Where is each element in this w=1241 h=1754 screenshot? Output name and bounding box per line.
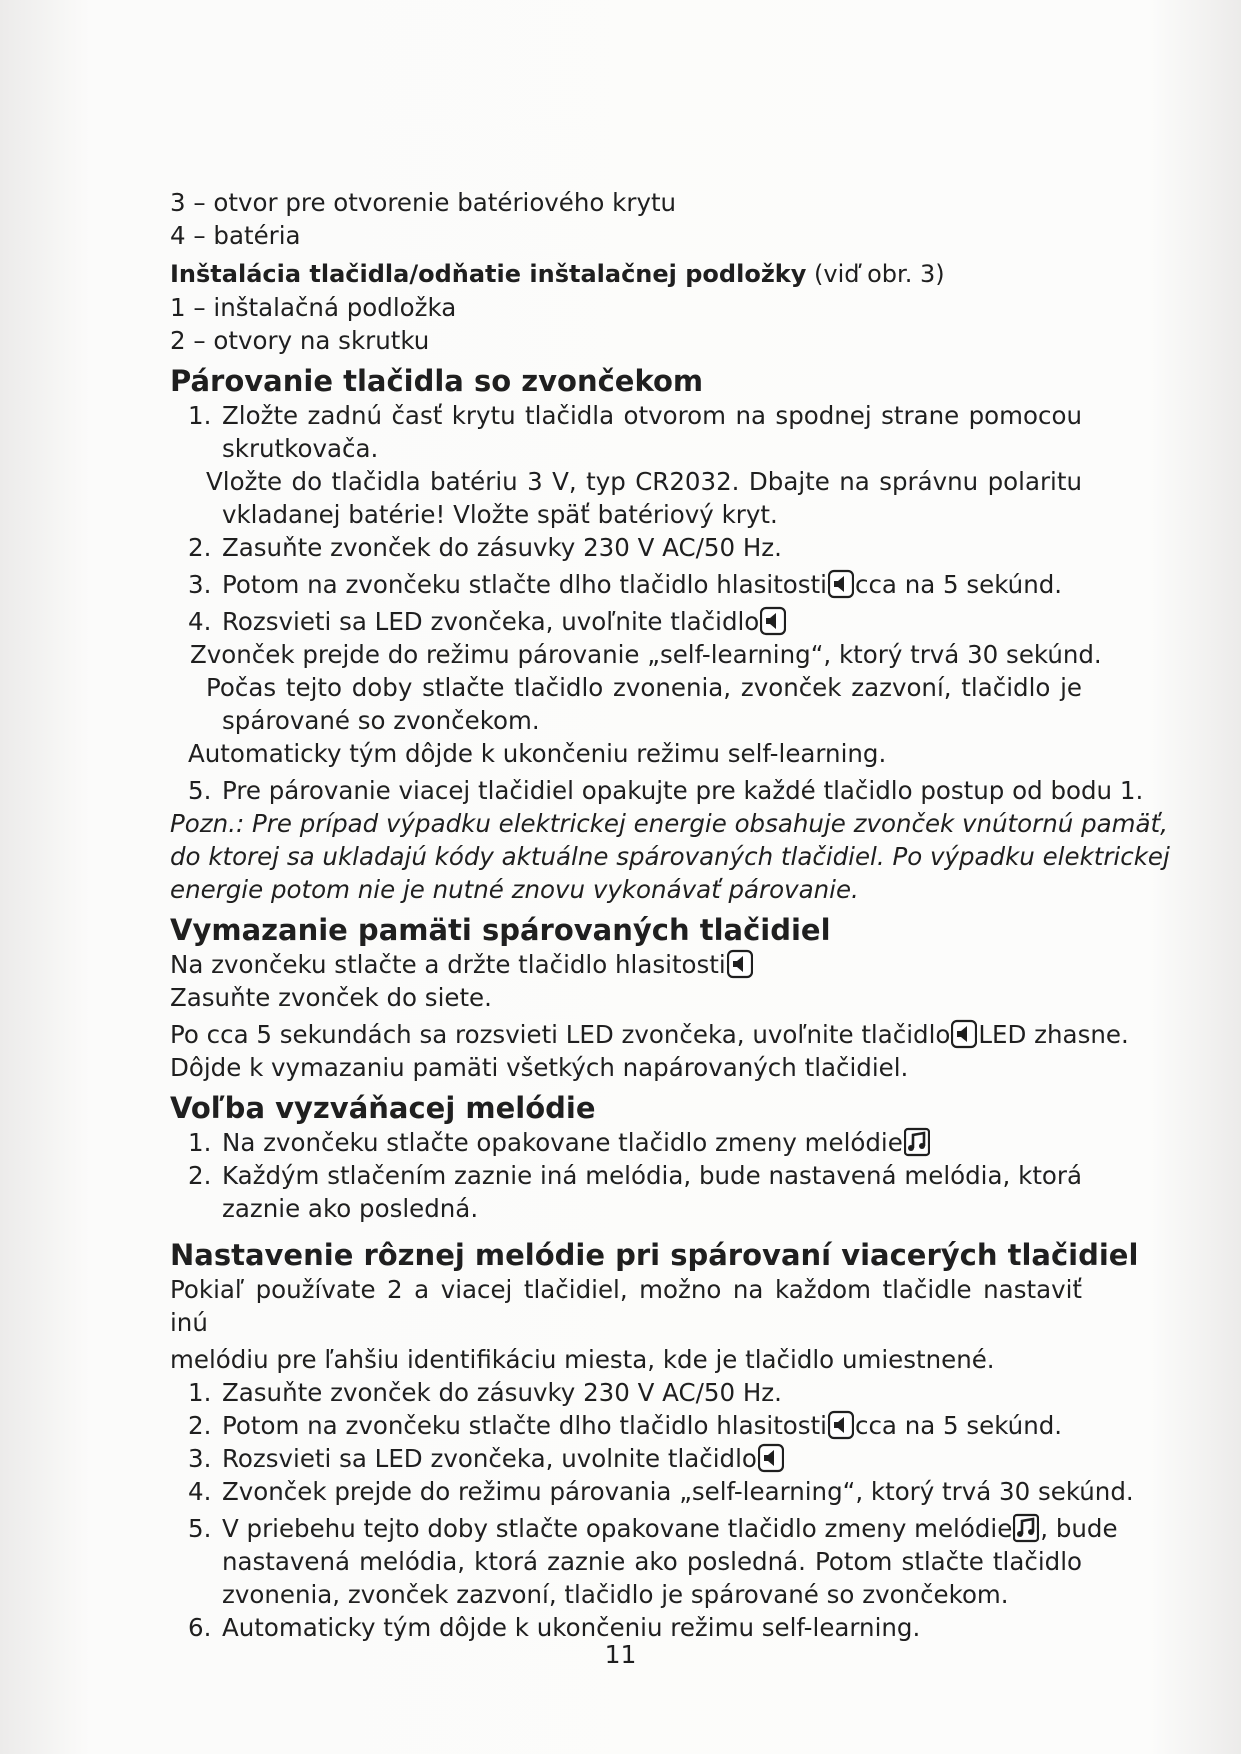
step-number: 5.: [188, 776, 212, 805]
step-text: nastavená melódia, ktorá zaznie ako posledná. Potom stlačte tlačidlo: [222, 1547, 1082, 1576]
step-text: Rozsvieti sa LED zvončeka, uvolnite tlačidlo: [222, 1444, 757, 1473]
section-title-multi: Nastavenie rôznej melódie pri spárovaní viacerých tlačidiel: [170, 1238, 1139, 1272]
step-text: Zložte zadnú časť krytu tlačidla otvorom na spodnej strane pomocou: [222, 401, 1082, 430]
erase-text-line: Po cca 5 sekundách sa rozsvieti LED zvončeka, uvoľnite tlačidlo: [170, 1020, 951, 1049]
pairing-step-4: [170, 605, 1082, 638]
step-number: 2.: [188, 1411, 212, 1440]
step-text: , bude: [1040, 1514, 1118, 1543]
installation-heading: [170, 258, 1082, 291]
list-item: 2 – otvory na skrutku: [170, 326, 430, 355]
battery-text: Vložte do tlačidla batériu 3 V, typ CR2032. Dbajte na správnu polaritu: [206, 467, 1082, 496]
step-text: cca na 5 sekúnd.: [854, 570, 1063, 599]
page-content: [170, 186, 1170, 1644]
list-item: 3 – otvor pre otvorenie batériového krytu: [170, 188, 677, 217]
step-text: Potom na zvončeku stlačte dlho tlačidlo hlasitosti: [222, 1411, 827, 1440]
volume-button-icon: [828, 1410, 854, 1440]
section-title-pairing: Párovanie tlačidla so zvončekom: [170, 364, 704, 398]
pairing-step-3: [170, 568, 1082, 601]
multi-step-5: [170, 1512, 1118, 1545]
step-text: Potom na zvončeku stlačte dlho tlačidlo hlasitosti: [222, 570, 827, 599]
step-text: zaznie ako posledná.: [222, 1194, 479, 1223]
step-text: Na zvončeku stlačte opakovane tlačidlo zmeny melódie: [222, 1128, 903, 1157]
melody-step-2: [170, 1159, 1082, 1192]
step-text: V priebehu tejto doby stlačte opakovane tlačidlo zmeny melódie: [222, 1514, 1013, 1543]
multi-intro: melódiu pre ľahšiu identifikáciu miesta, kde je tlačidlo umiestnené.: [170, 1345, 995, 1374]
step-text: Rozsvieti sa LED zvončeka, uvoľnite tlačidlo: [222, 607, 760, 636]
step-number: 4.: [188, 607, 212, 636]
step-number: 2.: [188, 1161, 212, 1190]
step-number: 5.: [188, 1514, 212, 1543]
pairing-step-1: [170, 399, 1082, 432]
list-item: 1 – inštalačná podložka: [170, 293, 457, 322]
melody-button-icon: [904, 1127, 930, 1157]
step-text: skrutkovača.: [222, 434, 379, 463]
multi-intro: Pokiaľ používate 2 a viacej tlačidiel, možno na každom tlačidle nastaviť inú: [170, 1275, 1082, 1337]
step-number: 1.: [188, 401, 212, 430]
step-number: 2.: [188, 533, 212, 562]
page-number: 11: [604, 1640, 637, 1669]
step-number: 3.: [188, 1444, 212, 1473]
volume-button-icon: [727, 949, 753, 979]
installation-heading-bold: Inštalácia tlačidla/odňatie inštalačnej podložky: [170, 260, 807, 288]
pairing-mode-text: Zvonček prejde do režimu párovanie „self-learning“, ktorý trvá 30 sekúnd.: [190, 640, 1102, 669]
pairing-step-2: [170, 531, 1082, 564]
erase-text-line: Na zvončeku stlačte a držte tlačidlo hlasitosti: [170, 950, 726, 979]
volume-button-icon: [758, 1443, 784, 1473]
section-title-erase: Vymazanie pamäti spárovaných tlačidiel: [170, 913, 831, 947]
melody-step-1: [170, 1126, 1082, 1159]
step-text: Každým stlačením zaznie iná melódia, bude nastavená melódia, ktorá: [222, 1161, 1082, 1190]
erase-text: [170, 1018, 1129, 1051]
multi-step-2: [170, 1409, 1082, 1442]
note-text: Pozn.: Pre prípad výpadku elektrickej energie obsahuje zvonček vnútornú pamäť,: [170, 809, 1168, 838]
step-number: 4.: [188, 1477, 212, 1506]
pairing-during-text: Počas tejto doby stlačte tlačidlo zvonenia, zvonček zazvoní, tlačidlo je: [206, 673, 1082, 702]
section-title-melody: Voľba vyzváňacej melódie: [170, 1091, 596, 1125]
step-number: 6.: [188, 1613, 212, 1642]
erase-text: Zasuňte zvonček do siete.: [170, 983, 492, 1012]
melody-button-icon: [1013, 1513, 1039, 1543]
step-number: 3.: [188, 570, 212, 599]
erase-text: Dôjde k vymazaniu pamäti všetkých napárovaných tlačidiel.: [170, 1053, 909, 1082]
multi-step-3: [170, 1442, 1082, 1475]
pairing-step-5: [170, 774, 1144, 807]
multi-step-1: [170, 1376, 1082, 1409]
volume-button-icon: [951, 1019, 977, 1049]
step-text: Zasuňte zvonček do zásuvky 230 V AC/50 Hz.: [222, 1378, 782, 1407]
erase-text: [170, 948, 1082, 981]
erase-text-line: LED zhasne.: [978, 1020, 1129, 1049]
step-number: 1.: [188, 1378, 212, 1407]
pairing-during-text: spárované so zvončekom.: [222, 706, 540, 735]
volume-button-icon: [760, 606, 786, 636]
step-number: 1.: [188, 1128, 212, 1157]
installation-heading-ref: (viď obr. 3): [806, 260, 945, 288]
step-text: cca na 5 sekúnd.: [854, 1411, 1063, 1440]
list-item: 4 – batéria: [170, 221, 301, 250]
pairing-auto-text: Automaticky tým dôjde k ukončeniu režimu self-learning.: [188, 739, 887, 768]
volume-button-icon: [828, 569, 854, 599]
step-text: Pre párovanie viacej tlačidiel opakujte pre každé tlačidlo postup od bodu 1.: [222, 776, 1144, 805]
battery-text: vkladanej batérie! Vložte späť batériový kryt.: [222, 500, 778, 529]
multi-step-4: [170, 1475, 1134, 1508]
step-text: zvonenia, zvonček zazvoní, tlačidlo je spárované so zvončekom.: [222, 1580, 1009, 1609]
step-text: Zasuňte zvonček do zásuvky 230 V AC/50 Hz.: [222, 533, 782, 562]
note-text: energie potom nie je nutné znovu vykonávať párovanie.: [170, 875, 859, 904]
step-text: Automaticky tým dôjde k ukončeniu režimu self-learning.: [222, 1613, 921, 1642]
step-text: Zvonček prejde do režimu párovania „self-learning“, ktorý trvá 30 sekúnd.: [222, 1477, 1134, 1506]
note-text: do ktorej sa ukladajú kódy aktuálne spárovaných tlačidiel. Po výpadku elektrickej: [170, 842, 1170, 871]
